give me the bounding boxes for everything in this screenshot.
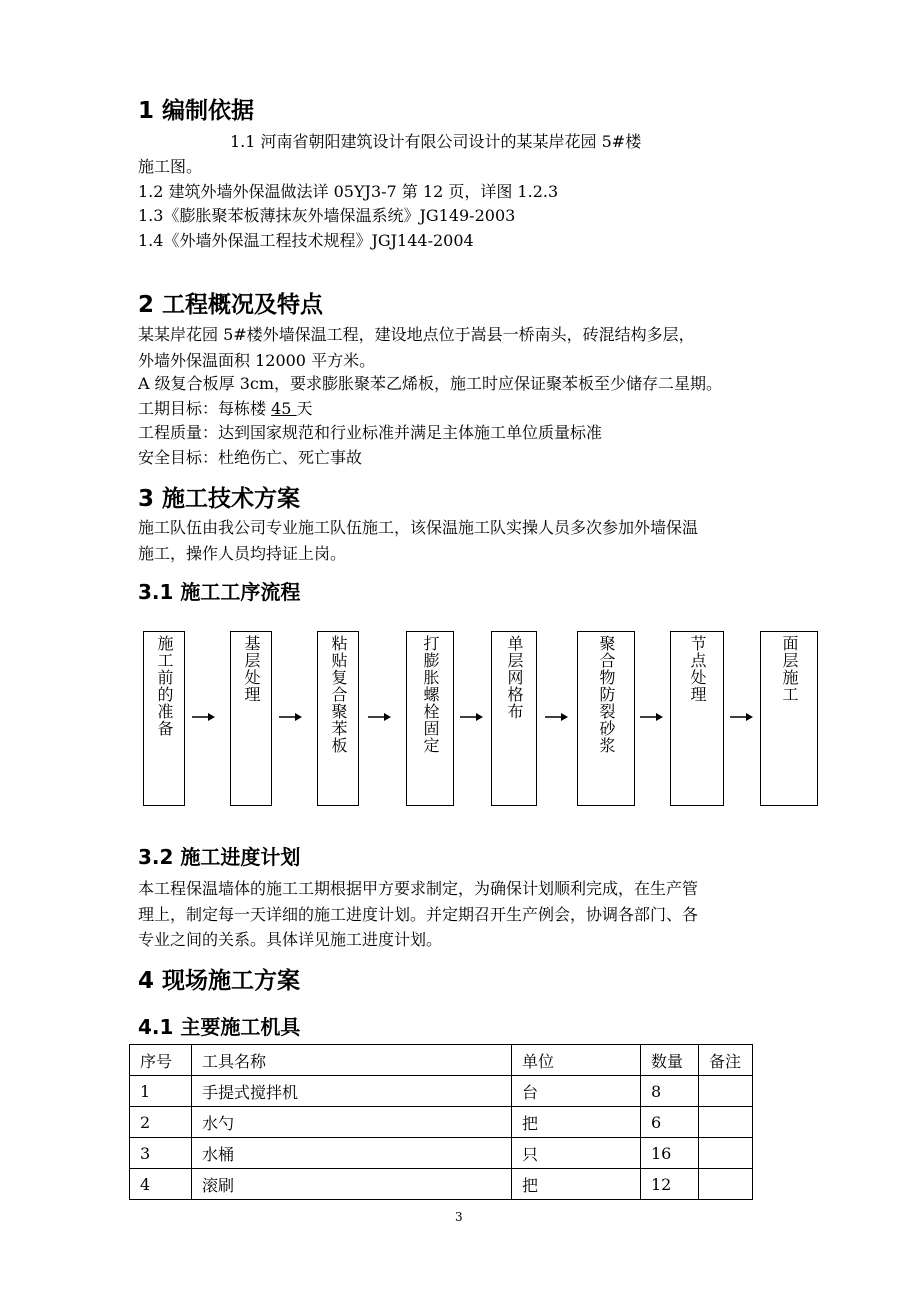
basis-item-3: 1.3《膨胀聚苯板薄抹灰外墙保温系统》JG149-2003 bbox=[138, 206, 516, 225]
section-4-title: 4 现场施工方案 bbox=[138, 968, 301, 994]
cell-remarks bbox=[699, 1107, 753, 1138]
cell-remarks bbox=[699, 1076, 753, 1107]
overview-safety: 安全目标：杜绝伤亡、死亡事故 bbox=[138, 448, 363, 467]
flow-step-mesh bbox=[491, 631, 537, 806]
table-row bbox=[130, 1107, 753, 1138]
cell-tool-name: 滚刷 bbox=[192, 1169, 512, 1200]
cell-unit: 把 bbox=[512, 1107, 641, 1138]
overview-board: A 级复合板厚 3cm，要求膨胀聚苯乙烯板，施工时应保证聚苯板至少储存二星期。 bbox=[138, 374, 723, 393]
overview-period bbox=[138, 398, 313, 420]
overview-quality: 工程质量：达到国家规范和行业标准并满足主体施工单位质量标准 bbox=[138, 423, 603, 442]
team-line-1: 施工队伍由我公司专业施工队伍施工，该保温施工队实操人员多次参加外墙保温 bbox=[138, 518, 699, 537]
page-number: 3 bbox=[455, 1210, 463, 1224]
basis-item-2: 1.2 建筑外墙外保温做法详 05YJ3-7 第 12 页，详图 1.2.3 bbox=[138, 182, 559, 201]
cell-quantity: 8 bbox=[641, 1076, 699, 1107]
flow-step-finish bbox=[760, 631, 818, 806]
cell-remarks bbox=[699, 1138, 753, 1169]
flow-step-label: 粘贴复合聚苯板 bbox=[329, 635, 348, 754]
cell-remarks bbox=[699, 1169, 753, 1200]
flow-step-label: 打膨胀螺栓固定 bbox=[421, 635, 440, 754]
cell-index: 1 bbox=[130, 1076, 192, 1107]
cell-unit: 台 bbox=[512, 1076, 641, 1107]
flow-arrow-icon bbox=[545, 709, 569, 725]
cell-quantity: 16 bbox=[641, 1138, 699, 1169]
cell-tool-name: 水桶 bbox=[192, 1138, 512, 1169]
tools-table bbox=[129, 1044, 753, 1200]
header-unit: 单位 bbox=[512, 1045, 641, 1076]
table-row bbox=[130, 1169, 753, 1200]
cell-quantity: 6 bbox=[641, 1107, 699, 1138]
period-value: 45 bbox=[271, 399, 297, 418]
section-1-title: 1 编制依据 bbox=[138, 98, 255, 124]
header-index: 序号 bbox=[130, 1045, 192, 1076]
period-unit: 天 bbox=[296, 399, 313, 418]
header-quantity: 数量 bbox=[641, 1045, 699, 1076]
flow-step-label: 节点处理 bbox=[688, 635, 707, 703]
cell-index: 2 bbox=[130, 1107, 192, 1138]
cell-index: 3 bbox=[130, 1138, 192, 1169]
flow-step-label: 聚合物防裂砂浆 bbox=[597, 635, 616, 754]
flow-step-base bbox=[230, 631, 272, 806]
table-header-row bbox=[130, 1045, 753, 1076]
schedule-line-3: 专业之间的关系。具体详见施工进度计划。 bbox=[138, 930, 443, 949]
flow-step-label: 单层网格布 bbox=[505, 635, 524, 720]
team-line-2: 施工，操作人员均持证上岗。 bbox=[138, 544, 347, 563]
flow-arrow-icon bbox=[192, 709, 216, 725]
flow-step-joint bbox=[670, 631, 724, 806]
flow-step-mortar bbox=[577, 631, 635, 806]
header-tool-name: 工具名称 bbox=[192, 1045, 512, 1076]
header-remarks: 备注 bbox=[699, 1045, 753, 1076]
table-row bbox=[130, 1076, 753, 1107]
cell-unit: 把 bbox=[512, 1169, 641, 1200]
flow-arrow-icon bbox=[640, 709, 664, 725]
overview-line-1: 某某岸花园 5#楼外墙保温工程，建设地点位于嵩县一桥南头，砖混结构多层， bbox=[138, 325, 695, 344]
flow-arrow-icon bbox=[730, 709, 754, 725]
flow-step-label: 面层施工 bbox=[780, 635, 799, 703]
cell-index: 4 bbox=[130, 1169, 192, 1200]
cell-tool-name: 手提式搅拌机 bbox=[192, 1076, 512, 1107]
schedule-line-2: 理上，制定每一天详细的施工进度计划。并定期召开生产例会，协调各部门、各 bbox=[138, 905, 699, 924]
flow-step-prep bbox=[143, 631, 185, 806]
cell-unit: 只 bbox=[512, 1138, 641, 1169]
cell-quantity: 12 bbox=[641, 1169, 699, 1200]
flow-step-bolt bbox=[406, 631, 454, 806]
basis-item-4: 1.4《外墙外保温工程技术规程》JGJ144-2004 bbox=[138, 231, 474, 250]
flow-arrow-icon bbox=[368, 709, 392, 725]
overview-line-2: 外墙外保温面积 12000 平方米。 bbox=[138, 351, 376, 370]
section-3-1-title: 3.1 施工工序流程 bbox=[138, 580, 301, 604]
flow-arrow-icon bbox=[279, 709, 303, 725]
section-4-1-title: 4.1 主要施工机具 bbox=[138, 1015, 301, 1039]
schedule-line-1: 本工程保温墙体的施工工期根据甲方要求制定，为确保计划顺利完成，在生产管 bbox=[138, 879, 699, 898]
cell-tool-name: 水勺 bbox=[192, 1107, 512, 1138]
basis-item-1: 1.1 河南省朝阳建筑设计有限公司设计的某某岸花园 5#楼 bbox=[230, 132, 642, 151]
flow-step-label: 施工前的准备 bbox=[155, 635, 174, 737]
section-3-title: 3 施工技术方案 bbox=[138, 486, 301, 512]
section-3-2-title: 3.2 施工进度计划 bbox=[138, 845, 301, 869]
table-row bbox=[130, 1138, 753, 1169]
flow-arrow-icon bbox=[460, 709, 484, 725]
flow-step-board bbox=[317, 631, 359, 806]
section-2-title: 2 工程概况及特点 bbox=[138, 292, 324, 318]
period-label: 工期目标：每栋楼 bbox=[138, 399, 272, 418]
flow-step-label: 基层处理 bbox=[242, 635, 261, 703]
basis-item-1-cont: 施工图。 bbox=[138, 157, 203, 176]
